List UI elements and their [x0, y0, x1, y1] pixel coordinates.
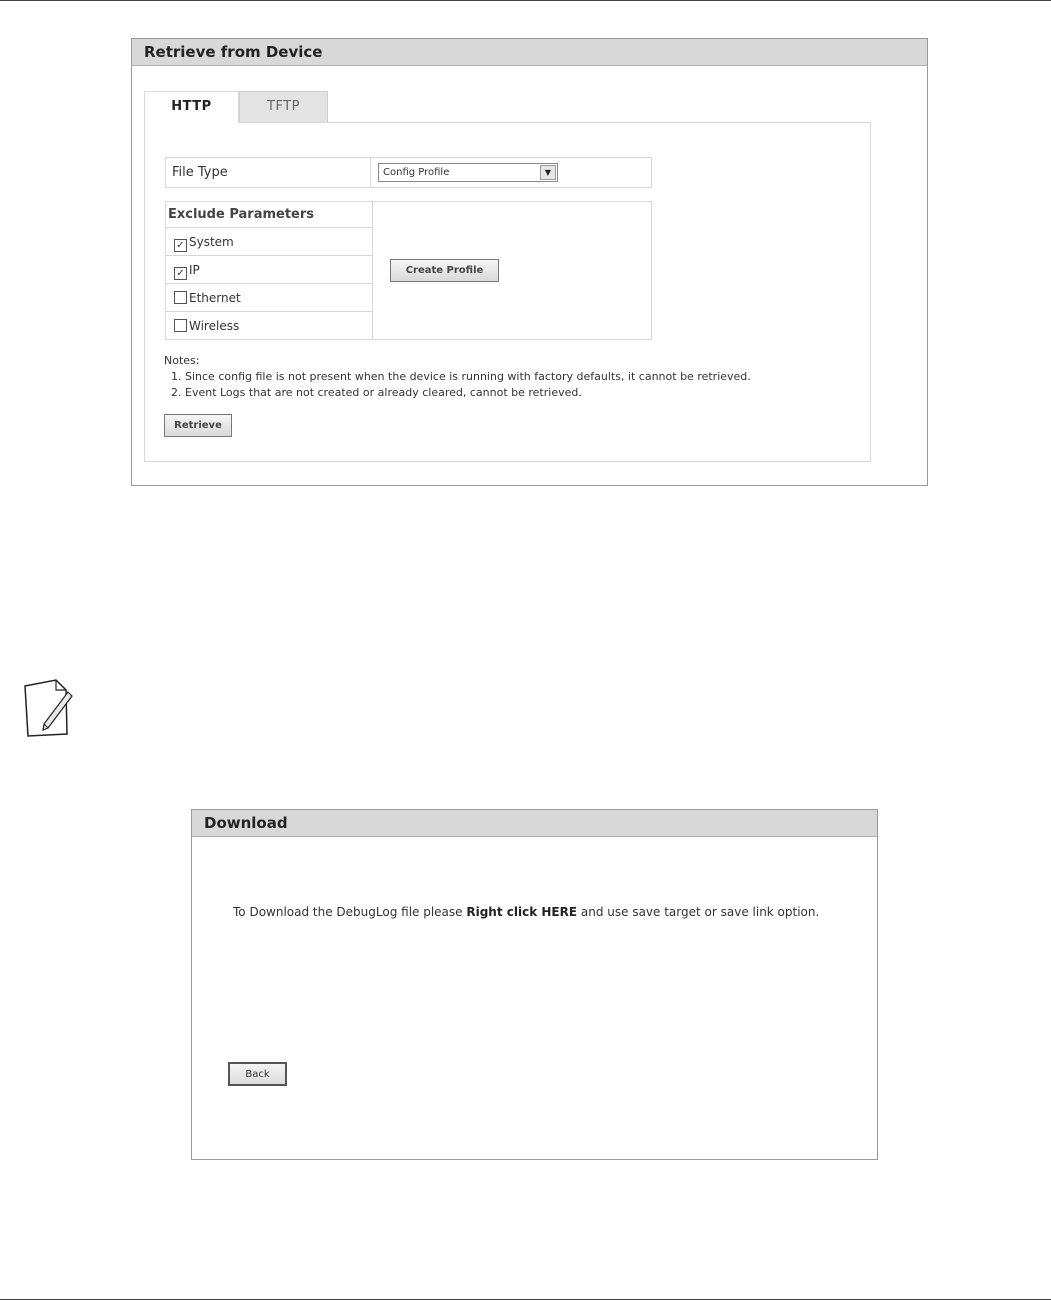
- exclude-item-system: [166, 228, 372, 256]
- download-text-after: and use save target or save link option.: [577, 905, 820, 919]
- exclude-item-label: System: [189, 235, 234, 249]
- download-panel: [191, 809, 878, 1160]
- note-item: 1. Since config file is not present when the device is running with factory defaults, it cannot be retrieved.: [171, 370, 751, 383]
- exclude-parameters-box: [165, 201, 652, 340]
- retrieve-panel: [131, 38, 928, 486]
- back-button[interactable]: Back: [228, 1062, 287, 1086]
- top-rule: [0, 0, 1051, 1]
- download-instructions: [233, 905, 819, 919]
- download-text-before: To Download the DebugLog file please: [233, 905, 467, 919]
- exclude-item-label: Wireless: [189, 319, 240, 333]
- retrieve-button[interactable]: Retrieve: [164, 414, 232, 437]
- tab-tftp[interactable]: TFTP: [239, 91, 328, 123]
- exclude-parameters-list: [166, 202, 373, 339]
- exclude-item-ethernet: [166, 284, 372, 312]
- exclude-parameters-header: Exclude Parameters: [166, 202, 372, 228]
- file-type-label: File Type: [172, 165, 228, 180]
- debuglog-link[interactable]: Right click HERE: [466, 905, 578, 919]
- tab-http[interactable]: HTTP: [144, 91, 239, 123]
- pencil-note-icon: [22, 678, 74, 738]
- tab-content: [144, 122, 871, 462]
- exclude-item-wireless: [166, 312, 372, 339]
- exclude-item-label: Ethernet: [189, 291, 241, 305]
- ip-checkbox[interactable]: ✓: [174, 267, 187, 280]
- download-panel-title: Download: [192, 810, 877, 837]
- system-checkbox[interactable]: ✓: [174, 239, 187, 252]
- file-type-selected-value: Config Profile: [383, 167, 450, 178]
- notes-title: Notes:: [164, 354, 200, 367]
- retrieve-panel-title: Retrieve from Device: [132, 39, 927, 66]
- file-type-row: [165, 157, 652, 188]
- exclude-item-label: IP: [189, 263, 200, 277]
- note-item: 2. Event Logs that are not created or already cleared, cannot be retrieved.: [171, 386, 582, 399]
- wireless-checkbox[interactable]: [174, 319, 187, 332]
- ethernet-checkbox[interactable]: [174, 291, 187, 304]
- exclude-item-ip: [166, 256, 372, 284]
- file-type-select[interactable]: [378, 163, 558, 182]
- notes-list: [171, 369, 751, 401]
- chevron-down-icon[interactable]: ▼: [540, 165, 556, 180]
- divider: [370, 158, 371, 187]
- create-profile-button[interactable]: Create Profile: [390, 259, 499, 282]
